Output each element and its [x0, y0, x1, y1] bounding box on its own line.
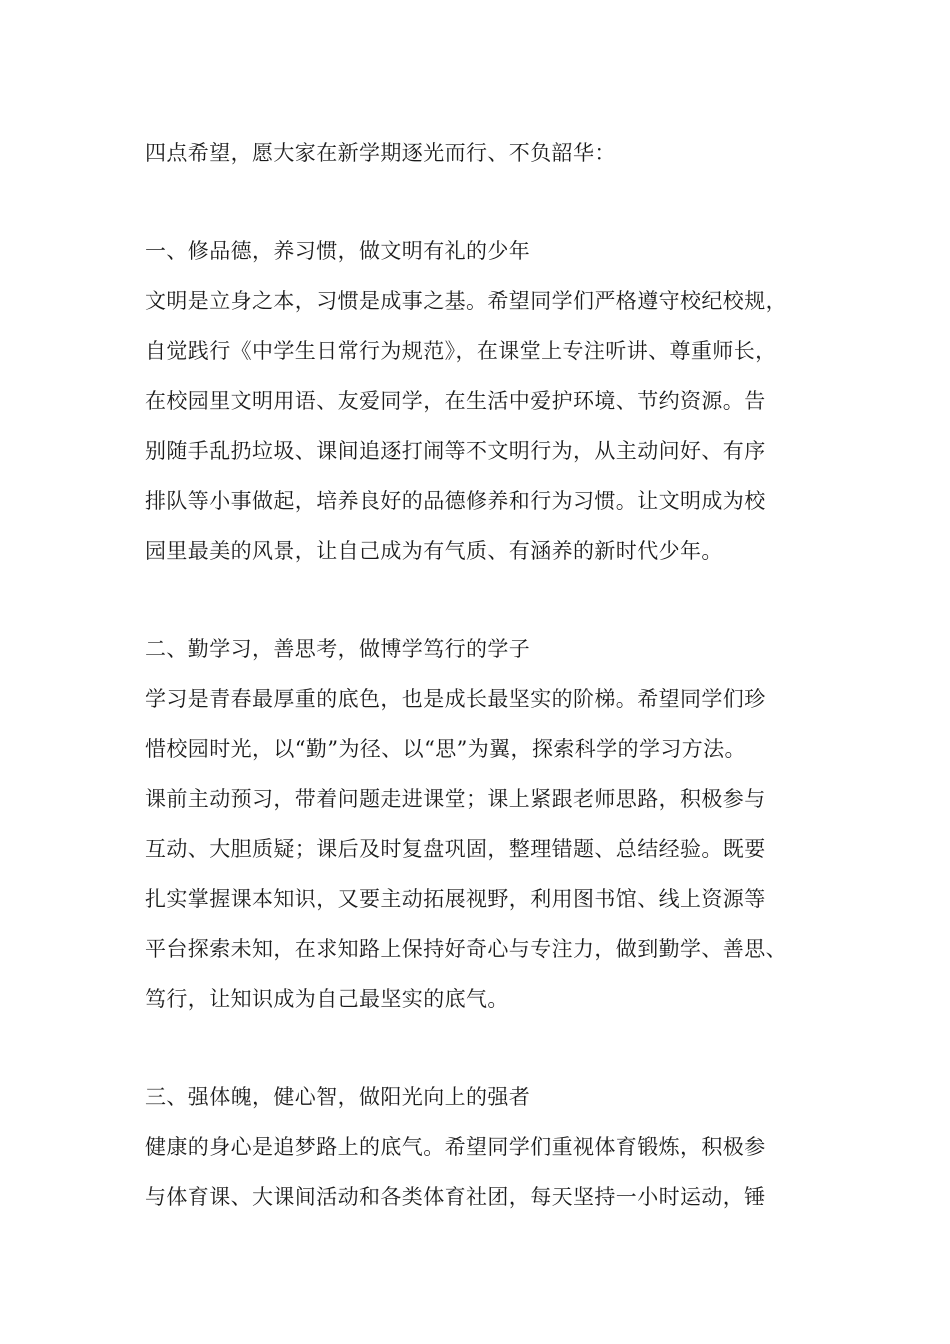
intro-paragraph: 四点希望，愿大家在新学期逐光而行、不负韶华： [145, 141, 616, 165]
section-2-heading: 二、勤学习，善思考，做博学笃行的学子 [145, 637, 531, 661]
section-1-line: 排队等小事做起，培养良好的品德修养和行为习惯。让文明成为校 [145, 489, 766, 513]
section-1-heading: 一、修品德，养习惯，做文明有礼的少年 [145, 239, 531, 263]
section-3-line: 与体育课、大课间活动和各类体育社团，每天坚持一小时运动，锤 [145, 1185, 766, 1209]
section-2-line: 平台探索未知，在求知路上保持好奇心与专注力，做到勤学、善思、 [145, 937, 787, 961]
section-3-line: 健康的身心是追梦路上的底气。希望同学们重视体育锻炼，积极参 [145, 1135, 766, 1159]
section-1-line: 别随手乱扔垃圾、课间追逐打闹等不文明行为，从主动问好、有序 [145, 439, 766, 463]
section-1-line: 园里最美的风景，让自己成为有气质、有涵养的新时代少年。 [145, 539, 723, 563]
section-2-line: 扎实掌握课本知识，又要主动拓展视野，利用图书馆、线上资源等 [145, 887, 766, 911]
section-3-heading: 三、强体魄，健心智，做阳光向上的强者 [145, 1085, 531, 1109]
section-1-line: 在校园里文明用语、友爱同学，在生活中爱护环境、节约资源。告 [145, 389, 766, 413]
section-2-line: 互动、大胆质疑；课后及时复盘巩固，整理错题、总结经验。既要 [145, 837, 766, 861]
section-2-line: 学习是青春最厚重的底色，也是成长最坚实的阶梯。希望同学们珍 [145, 687, 766, 711]
section-2-line: 笃行，让知识成为自己最坚实的底气。 [145, 987, 509, 1011]
section-1-line: 文明是立身之本，习惯是成事之基。希望同学们严格遵守校纪校规， [145, 289, 787, 313]
section-2-line: 惜校园时光，以“勤”为径、以“思”为翼，探索科学的学习方法。 [145, 737, 746, 761]
section-1-line: 自觉践行《中学生日常行为规范》，在课堂上专注听讲、尊重师长， [145, 339, 777, 363]
section-2-line: 课前主动预习，带着问题走进课堂；课上紧跟老师思路，积极参与 [145, 787, 766, 811]
